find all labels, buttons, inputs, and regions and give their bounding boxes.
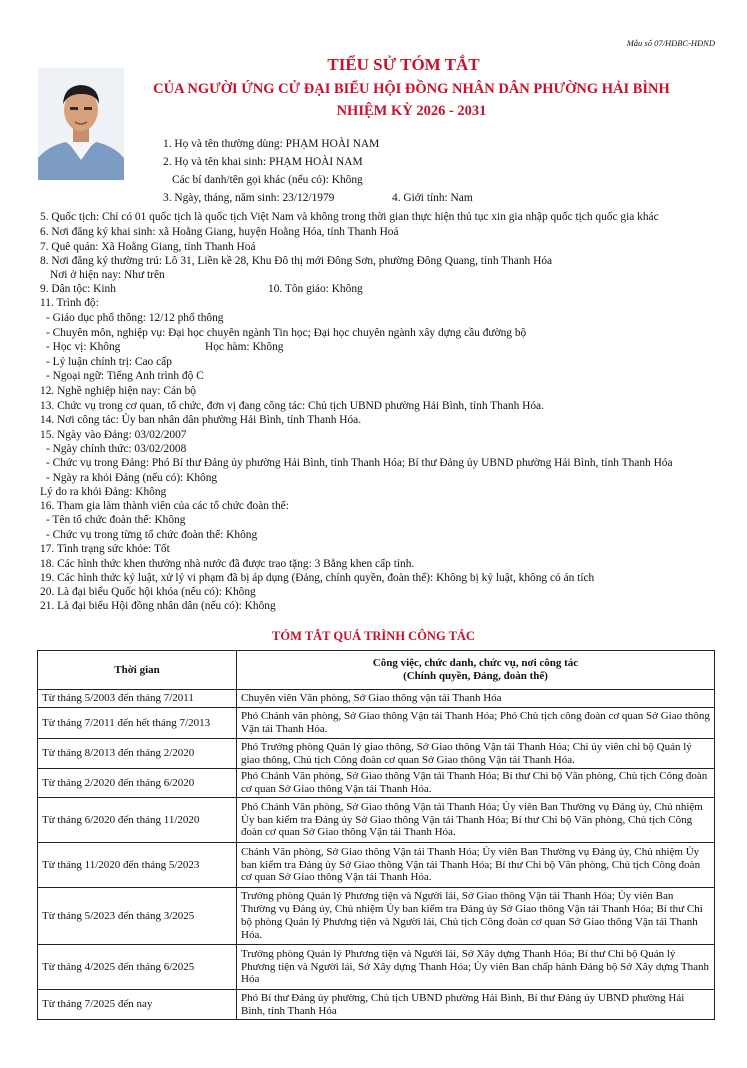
bio-current-residence: Nơi ở hiện nay: Như trên	[50, 269, 165, 281]
bio-birth-name: 2. Họ và tên khai sinh: PHẠM HOÀI NAM	[163, 156, 363, 168]
table-row	[38, 945, 715, 990]
row-time: Từ tháng 5/2003 đến tháng 7/2011	[38, 690, 237, 708]
table-row	[38, 769, 715, 798]
bio-national-assembly: 20. Là đại biểu Quốc hội khóa (nếu có): Không	[40, 586, 256, 598]
header-time: Thời gian	[38, 651, 237, 690]
row-time: Từ tháng 8/2013 đến tháng 2/2020	[38, 739, 237, 769]
bio-permanent-residence: 8. Nơi đăng ký thường trú: Lô 31, Liền kề 28, Khu Đô thị mới Đông Sơn, phường Đông Quang, tỉnh Thanh Hóa	[40, 255, 553, 267]
bio-hometown: 7. Quê quán: Xã Hoằng Giang, tỉnh Thanh Hoá	[40, 241, 256, 253]
bio-awards: 18. Các hình thức khen thưởng nhà nước đã được trao tặng: 3 Bằng khen cấp tỉnh.	[40, 558, 415, 570]
bio-health: 17. Tình trạng sức khỏe: Tốt	[40, 543, 170, 555]
bio-party-official-date: - Ngày chính thức: 03/02/2008	[46, 443, 187, 455]
table-header-row	[38, 651, 715, 690]
bio-common-name: 1. Họ và tên thường dùng: PHẠM HOÀI NAM	[163, 138, 380, 150]
bio-professional-qualification: - Chuyên môn, nghiệp vụ: Đại học chuyên ngành Tin học; Đại học chuyên ngành xây dựng cầu đường bộ	[46, 327, 527, 339]
row-time: Từ tháng 7/2025 đến nay	[38, 990, 237, 1020]
table-row	[38, 690, 715, 708]
work-history-title: TÓM TẮT QUÁ TRÌNH CÔNG TÁC	[272, 629, 475, 643]
bio-party-join-date: 15. Ngày vào Đảng: 03/02/2007	[40, 429, 187, 441]
bio-academic-rank: Học hàm: Không	[205, 341, 284, 353]
bio-position: 13. Chức vụ trong cơ quan, tổ chức, đơn vị đang công tác: Chủ tịch UBND phường Hải Bình, tỉnh Thanh Hóa.	[40, 400, 544, 412]
bio-peoples-council: 21. Là đại biểu Hội đồng nhân dân (nếu có): Không	[40, 600, 276, 612]
bio-general-education: - Giáo dục phổ thông: 12/12 phổ thông	[46, 312, 224, 324]
row-work: Phó Chánh văn phòng, Sở Giao thông Vận tải Thanh Hóa; Phó Chủ tịch công đoàn cơ quan Sở Giao thông Vận tải Thanh Hóa.	[237, 708, 715, 739]
bio-foreign-language: - Ngoại ngữ: Tiếng Anh trình độ C	[46, 370, 204, 382]
row-work: Phó Chánh Văn phòng, Sở Giao thông Vận tải Thanh Hóa; Ủy viên Ban Thường vụ Đảng ủy, Chủ nhiệm Ủy ban kiểm tra Đảng ủy Sở Giao thông Vận tải Thanh Hóa; Bí thư Chi bộ Văn phòng, Chủ tịch Công đoàn cơ quan Sở Giao thông Vận tải Thanh Hóa.	[237, 798, 715, 843]
bio-discipline: 19. Các hình thức kỷ luật, xử lý vi phạm đã bị áp dụng (Đảng, chính quyền, đoàn thể): Không bị kỷ luật, không có án tích	[40, 572, 595, 584]
bio-organization-position: - Chức vụ trong từng tổ chức đoàn thể: Không	[46, 529, 258, 541]
bio-religion: 10. Tôn giáo: Không	[268, 283, 363, 295]
row-work: Chánh Văn phòng, Sở Giao thông Vận tải Thanh Hóa; Ủy viên Ban Thường vụ Đảng ủy, Chủ nhiệm Ủy ban kiểm tra Đảng ủy Sở Giao thông Vận tải Thanh Hóa; Bí thư Chi bộ Văn phòng, Chủ tịch Công đoàn cơ quan Sở Giao thông Vận tải Thanh Hóa.	[237, 843, 715, 888]
bio-ethnicity: 9. Dân tộc: Kinh	[40, 283, 116, 295]
row-work: Trưởng phòng Quản lý Phương tiện và Người lái, Sở Xây dựng Thanh Hóa; Bí thư Chi bộ Quản lý Phương tiện và Người lái, Sở Xây dựng Thanh Hóa; Ủy viên Ban chấp hành Đảng bộ Sở Xây dựng Thanh Hóa	[237, 945, 715, 990]
bio-political-theory: - Lý luận chính trị: Cao cấp	[46, 356, 172, 368]
header-work	[237, 651, 715, 690]
bio-aliases: Các bí danh/tên gọi khác (nếu có): Không	[172, 174, 363, 186]
table-row	[38, 990, 715, 1020]
row-time: Từ tháng 6/2020 đến tháng 11/2020	[38, 798, 237, 843]
bio-workplace: 14. Nơi công tác: Ủy ban nhân dân phường Hải Bình, tỉnh Thanh Hóa.	[40, 414, 362, 426]
work-history-table	[37, 650, 715, 1020]
bio-party-position: - Chức vụ trong Đảng: Phó Bí thư Đảng ủy phường Hải Bình, tỉnh Thanh Hóa; Bí thư Đảng ủy UBND phường Hải Bình, tỉnh Thanh Hóa	[46, 457, 673, 469]
table-row	[38, 798, 715, 843]
document-subtitle: CỦA NGƯỜI ỨNG CỬ ĐẠI BIỂU HỘI ĐỒNG NHÂN DÂN PHƯỜNG HẢI BÌNH	[153, 81, 670, 97]
row-time: Từ tháng 11/2020 đến tháng 5/2023	[38, 843, 237, 888]
header-work-line2: (Chính quyền, Đảng, đoàn thể)	[403, 670, 548, 682]
header-work-line1: Công việc, chức danh, chức vụ, nơi công tác	[372, 657, 579, 669]
row-time: Từ tháng 5/2023 đến tháng 3/2025	[38, 888, 237, 945]
bio-organization-name: - Tên tổ chức đoàn thể: Không	[46, 514, 186, 526]
form-number: Mẫu số 07/HĐBC-HĐND	[626, 38, 715, 48]
document-title: TIỂU SỬ TÓM TẮT	[327, 55, 480, 74]
bio-birth-date: 3. Ngày, tháng, năm sinh: 23/12/1979	[163, 192, 335, 204]
bio-education-heading: 11. Trình độ:	[40, 297, 99, 309]
row-work: Phó Trưởng phòng Quản lý giao thông, Sở Giao thông Vận tải Thanh Hóa; Chi ủy viên chi bộ Quản lý giao thông, Chủ tịch Công đoàn cơ quan Sở Giao thông Vận tải Thanh Hóa.	[237, 739, 715, 769]
bio-party-exit-date: - Ngày ra khỏi Đảng (nếu có): Không	[46, 472, 218, 484]
row-work: Chuyên viên Văn phòng, Sở Giao thông vận tải Thanh Hóa	[237, 690, 715, 708]
term-subtitle: NHIỆM KỲ 2026 - 2031	[336, 103, 487, 119]
table-row	[38, 843, 715, 888]
table-row	[38, 708, 715, 739]
table-row	[38, 888, 715, 945]
row-time: Từ tháng 2/2020 đến tháng 6/2020	[38, 769, 237, 798]
bio-gender: 4. Giới tính: Nam	[392, 192, 473, 204]
bio-nationality: 5. Quốc tịch: Chỉ có 01 quốc tịch là quốc tịch Việt Nam và không trong thời gian thực hiện thủ tục xin gia nhập quốc tịch quốc gia khác	[40, 211, 659, 223]
row-work: Trưởng phòng Quản lý Phương tiện và Người lái, Sở Giao thông Vận tải Thanh Hóa; Ủy viên Ban Thường vụ Đảng ủy, Chủ nhiệm Ủy ban kiểm tra Đảng ủy Sở Giao thông Vận tải Thanh Hóa; Bí thư Chi bộ phòng Quản lý Phương tiện và Người lái, Chủ tịch Công đoàn cơ quan Sở Giao thông Vận tải Thanh Hóa.	[237, 888, 715, 945]
bio-academic-degree: - Học vị: Không	[46, 341, 121, 353]
row-time: Từ tháng 7/2011 đến hết tháng 7/2013	[38, 708, 237, 739]
row-work: Phó Chánh Văn phòng, Sở Giao thông Vận tải Thanh Hóa; Bí thư Chi bộ Văn phòng, Chủ tịch Công đoàn cơ quan Sở Giao thông Vận tải Thanh Hóa.	[237, 769, 715, 798]
bio-birth-registration: 6. Nơi đăng ký khai sinh: xã Hoằng Giang, huyện Hoằng Hóa, tỉnh Thanh Hoá	[40, 226, 399, 238]
row-work: Phó Bí thư Đảng ủy phường, Chủ tịch UBND phường Hải Bình, Bí thư Đảng ủy UBND phường Hải Bình, tỉnh Thanh Hóa	[237, 990, 715, 1020]
bio-party-exit-reason: Lý do ra khỏi Đảng: Không	[40, 486, 167, 498]
row-time: Từ tháng 4/2025 đến tháng 6/2025	[38, 945, 237, 990]
bio-occupation: 12. Nghề nghiệp hiện nay: Cán bộ	[40, 385, 196, 397]
bio-organizations: 16. Tham gia làm thành viên của các tổ chức đoàn thể:	[40, 500, 289, 512]
table-row	[38, 739, 715, 769]
